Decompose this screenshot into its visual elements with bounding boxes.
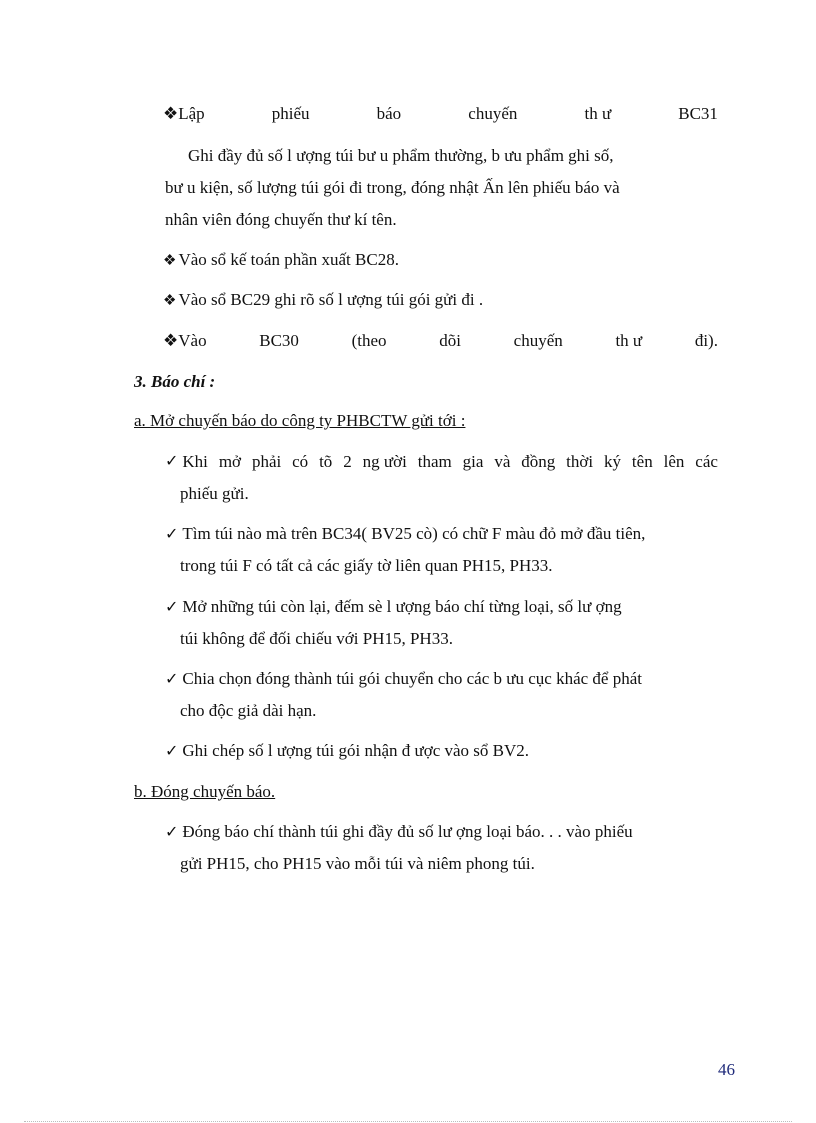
paragraph-line: bư u kiện, số lượng túi gói đi trong, đóng nhật Ấn lên phiếu báo và — [165, 178, 620, 197]
check-item-text — [182, 452, 718, 472]
page-number: 46 — [718, 1060, 735, 1079]
bullet-so-ke-toan — [163, 250, 399, 271]
word: ❖Vào — [163, 331, 207, 350]
bullet-lap-phieu-bao — [163, 104, 718, 124]
diamond-bullet-icon: ❖ — [163, 293, 177, 309]
word: BC30 — [259, 331, 299, 350]
word: chuyến — [468, 104, 518, 123]
word: tham — [417, 452, 452, 471]
checkmark-icon: ✓ — [165, 453, 179, 470]
checkmark-icon: ✓ — [165, 671, 179, 688]
word: th ư — [584, 104, 612, 123]
check-item — [165, 597, 622, 618]
check-item-continuation: trong túi F có tất cả các giấy tờ liên quan PH15, PH33. — [180, 556, 553, 575]
paragraph-line: nhân viên đóng chuyến thư kí tên. — [165, 210, 397, 229]
word: ng ười — [362, 452, 407, 471]
check-item — [165, 822, 633, 843]
word: phiếu — [271, 104, 310, 123]
word: 2 — [343, 452, 352, 471]
word: tên — [631, 452, 653, 471]
word: và — [494, 452, 511, 471]
word: tõ — [319, 452, 333, 471]
word: đi). — [694, 331, 718, 350]
checkmark-icon: ✓ — [165, 824, 179, 841]
word: báo — [376, 104, 402, 123]
check-item-text: Ghi chép số l ượng túi gói nhận đ ược vào sổ BV2. — [182, 741, 530, 760]
word: Khi — [182, 452, 208, 471]
checkmark-icon: ✓ — [165, 599, 179, 616]
subsection-heading-b: b. Đóng chuyến báo. — [134, 782, 276, 801]
word: có — [292, 452, 309, 471]
check-item-continuation: cho độc giả dài hạn. — [180, 701, 317, 720]
word: mở — [218, 452, 242, 471]
word: gia — [462, 452, 484, 471]
word: thời — [566, 452, 594, 471]
bullet-so-bc29 — [163, 290, 483, 311]
section-heading: 3. Báo chí : — [134, 372, 216, 391]
check-item — [165, 669, 642, 690]
word: BC31 — [678, 104, 718, 123]
bullet-text: Vào sổ kế toán phần xuất BC28. — [178, 250, 399, 269]
checkmark-icon: ✓ — [165, 526, 179, 543]
check-item-continuation: gửi PH15, cho PH15 vào mỗi túi và niêm phong túi. — [180, 854, 535, 873]
check-item-text: Chia chọn đóng thành túi gói chuyển cho các b ưu cục khác để phát — [182, 669, 642, 688]
check-item-text: Mở những túi còn lại, đếm sè l ượng báo chí từng loại, số lư ợng — [182, 597, 622, 616]
paragraph-line: Ghi đầy đủ số l ượng túi bư u phẩm thường, b ưu phẩm ghi số, — [188, 146, 614, 165]
bullet-vao-bc30 — [163, 331, 718, 351]
footer-divider — [24, 1121, 792, 1122]
subsection-heading-a: a. Mở chuyến báo do công ty PHBCTW gửi tới : — [134, 411, 466, 430]
word: lên — [663, 452, 685, 471]
word: đồng — [521, 452, 556, 471]
word: các — [695, 452, 718, 471]
diamond-bullet-icon: ❖ — [163, 253, 177, 269]
word: th ư — [615, 331, 643, 350]
check-item — [165, 452, 718, 472]
word: ❖Lập — [163, 104, 205, 123]
word: chuyến — [513, 331, 563, 350]
checkmark-icon: ✓ — [165, 743, 179, 760]
check-item-text: Tìm túi nào mà trên BC34( BV25 cò) có chữ F màu đỏ mở đầu tiên, — [182, 524, 646, 543]
word: ký — [604, 452, 622, 471]
check-item-continuation: phiếu gửi. — [180, 484, 249, 503]
word: (theo — [351, 331, 387, 350]
word: phải — [251, 452, 282, 471]
word: dõi — [439, 331, 461, 350]
check-item — [165, 741, 529, 762]
check-item-text: Đóng báo chí thành túi ghi đầy đủ số lư ợng loại báo. . . vào phiếu — [182, 822, 633, 841]
bullet-text: Vào sổ BC29 ghi rõ số l ượng túi gói gửi đi . — [178, 290, 484, 309]
check-item-continuation: túi không để đối chiếu với PH15, PH33. — [180, 629, 453, 648]
check-item — [165, 524, 645, 545]
